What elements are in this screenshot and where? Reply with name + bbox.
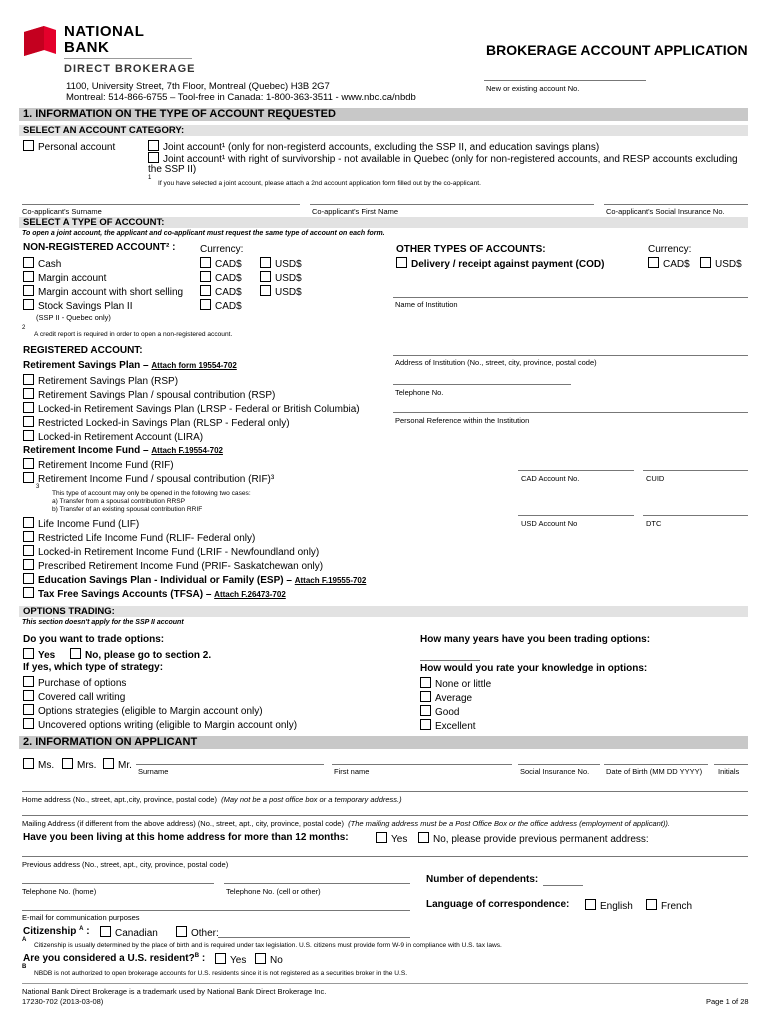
inst-ref-field[interactable] [393, 412, 748, 413]
surname-label: Surname [138, 767, 169, 776]
coapp-first-field[interactable] [310, 204, 594, 205]
living-yes-checkbox[interactable] [376, 832, 387, 843]
average-checkbox[interactable] [420, 691, 431, 702]
rlif-checkbox[interactable] [23, 531, 34, 542]
lrif-option[interactable]: Locked-in Retirement Income Fund (LRIF - Newfoundland only) [23, 545, 319, 558]
living-no-checkbox[interactable] [418, 832, 429, 843]
esp-option[interactable]: Education Savings Plan - Individual or Family (ESP) – Attach F.19555-702 [23, 573, 366, 586]
cad-acct-label: CAD Account No. [521, 474, 580, 483]
fn3-c: b) Transfer of an existing spousal contribution RRIF [52, 506, 203, 513]
ssp-note: (SSP II - Quebec only) [36, 313, 111, 322]
initials-field[interactable] [714, 764, 748, 765]
category-head: SELECT AN ACCOUNT CATEGORY: [19, 125, 748, 136]
footer-page: Page 1 of 28 [706, 997, 749, 1006]
fn3-b: a) Transfer from a spousal contribution RRSP [52, 498, 186, 505]
living-question: Have you been living at this home address for more than 12 months: [23, 832, 349, 843]
address-line1: 1100, University Street, 7th Floor, Montreal (Quebec) H3B 2G7 [66, 81, 330, 92]
tel-cell-field[interactable] [224, 883, 410, 884]
ssp-cad-checkbox[interactable] [200, 299, 211, 310]
tel-cell-label: Telephone No. (cell or other) [226, 887, 321, 896]
initials-label: Initials [718, 767, 740, 776]
margin-short-option[interactable]: Margin account with short selling [23, 285, 183, 298]
home-address-field[interactable] [22, 791, 748, 792]
brand-divider [64, 58, 192, 59]
coapp-first-label: Co-applicant's First Name [312, 207, 399, 216]
other-currency-label: Currency: [648, 244, 692, 255]
ssp-option[interactable]: Stock Savings Plan II [23, 299, 133, 312]
mrs-checkbox[interactable] [62, 758, 73, 769]
fn2: A credit report is required in order to open a non-registered account. [34, 331, 233, 338]
margin-short-cad[interactable]: CAD$ [200, 285, 242, 298]
fnB: NBDB is not authorized to open brokerage accounts for U.S. residents since it is not registered as a securities broker in the U.S. [34, 970, 408, 977]
esp-attach-link[interactable]: Attach F.19555-702 [294, 576, 367, 585]
margin-short-usd[interactable]: USD$ [260, 285, 302, 298]
cod-usd[interactable]: USD$ [700, 257, 742, 270]
inst-addr-label: Address of Institution (No., street, city, province, postal code) [395, 358, 597, 367]
dependents-label: Number of dependents: [426, 874, 539, 885]
rsp-head-line: Retirement Savings Plan – Attach form 19554-702 [23, 360, 237, 371]
tel-home-label: Telephone No. (home) [22, 887, 97, 896]
margin-short-cad-checkbox[interactable] [200, 285, 211, 296]
language-label: Language of correspondence: [426, 899, 570, 910]
rif-head: Retirement Income Fund [23, 445, 141, 456]
average-option[interactable]: Average [420, 691, 472, 704]
fnA-mark: A [22, 937, 27, 943]
cuid-label: CUID [646, 474, 665, 483]
rlsp-option[interactable]: Restricted Locked-in Savings Plan (RLSP - Federal only) [23, 416, 290, 429]
living-no-option[interactable]: No, please provide previous permanent address: [418, 832, 649, 845]
dob-field[interactable] [604, 764, 708, 765]
coapp-sin-label: Co-applicant's Social Insurance No. [606, 207, 725, 216]
options-head: OPTIONS TRADING: [19, 606, 748, 617]
footer-trademark: National Bank Direct Brokerage is a trademark used by National Bank Direct Brokerage Inc. [22, 987, 327, 996]
cash-usd-checkbox[interactable] [260, 257, 271, 268]
rif-option[interactable]: Retirement Income Fund (RIF) [23, 458, 174, 471]
rsp-option[interactable]: Retirement Savings Plan (RSP) [23, 374, 178, 387]
surname-field[interactable] [136, 764, 324, 765]
margin-cad-checkbox[interactable] [200, 271, 211, 282]
margin-usd[interactable]: USD$ [260, 271, 302, 284]
account-no-field[interactable] [484, 80, 646, 81]
joint-survivorship-checkbox[interactable] [148, 152, 159, 163]
us-yes-option[interactable]: Yes [215, 953, 246, 966]
previous-address-label: Previous address (No., street, apt., city, province, postal code) [22, 860, 229, 869]
dtc-label: DTC [646, 519, 662, 528]
cod-cad-checkbox[interactable] [648, 257, 659, 268]
rif-spousal-checkbox[interactable] [23, 472, 34, 483]
rlsp-checkbox[interactable] [23, 416, 34, 427]
address-line2: Montreal: 514-866-6755 – Tool-free in Canada: 1-800-363-3511 - www.nbc.ca/nbdb [66, 92, 416, 103]
cad-acct-field[interactable] [518, 470, 634, 471]
living-yes-option[interactable]: Yes [376, 832, 407, 845]
strategies-checkbox[interactable] [23, 704, 34, 715]
good-option[interactable]: Good [420, 705, 459, 718]
personal-checkbox[interactable] [23, 140, 34, 151]
fn1: If you have selected a joint account, please attach a 2nd account application form filled out by the co-applicant. [158, 180, 481, 187]
inst-ref-label: Personal Reference within the Institution [395, 416, 530, 425]
lif-option[interactable]: Life Income Fund (LIF) [23, 517, 139, 530]
mailing-address-field[interactable] [22, 815, 748, 816]
cash-usd[interactable]: USD$ [260, 257, 302, 270]
uncovered-option[interactable]: Uncovered options writing (eligible to Margin account only) [23, 718, 297, 731]
cuid-field[interactable] [643, 470, 748, 471]
sin-field[interactable] [518, 764, 600, 765]
inst-addr-field[interactable] [393, 355, 748, 356]
fnA: Citizenship is usually determined by the place of birth and is required under tax legislation. U.S. citizens must provide form W-9 in compliance with U.S. tax laws. [34, 942, 502, 949]
fn3-a: This type of account may only be opened in the following two cases: [52, 490, 251, 497]
good-checkbox[interactable] [420, 705, 431, 716]
cash-checkbox[interactable] [23, 257, 34, 268]
purchase-option[interactable]: Purchase of options [23, 676, 126, 689]
us-no-checkbox[interactable] [255, 953, 266, 964]
email-field[interactable] [22, 910, 410, 911]
trade-yes-checkbox[interactable] [23, 648, 34, 659]
lif-checkbox[interactable] [23, 517, 34, 528]
inst-name-label: Name of Institution [395, 300, 458, 309]
trade-no-checkbox[interactable] [70, 648, 81, 659]
type-note: To open a joint account, the applicant and co-applicant must request the same type of account on each form. [22, 230, 385, 237]
coapp-surname-field[interactable] [22, 204, 300, 205]
strategy-question: If yes, which type of strategy: [23, 662, 164, 673]
trade-no-option[interactable]: No, please go to section 2. [70, 648, 211, 661]
rif-head-line: Retirement Income Fund – Attach F.19554-702 [23, 445, 223, 456]
cash-cad[interactable]: CAD$ [200, 257, 242, 270]
type-head: SELECT A TYPE OF ACCOUNT: [19, 217, 748, 228]
rate-question: How would you rate your knowledge in options: [420, 663, 648, 674]
other-citizenship-field[interactable] [218, 937, 410, 938]
fn2-mark: 2 [22, 325, 26, 331]
canadian-option[interactable]: Canadian [100, 926, 158, 939]
rsp-spousal-checkbox[interactable] [23, 388, 34, 399]
footer-divider [22, 983, 748, 984]
bank-logo-flag-icon [22, 24, 58, 58]
dependents-field[interactable] [543, 885, 583, 886]
ssp-checkbox[interactable] [23, 299, 34, 310]
margin-usd-checkbox[interactable] [260, 271, 271, 282]
english-option[interactable]: English [585, 899, 633, 912]
excellent-option[interactable]: Excellent [420, 719, 476, 732]
brand-line2: BANK [64, 39, 110, 56]
mrs-option[interactable]: Mrs. [62, 758, 96, 771]
us-resident-question: Are you considered a U.S. resident?$^B$ : [23, 953, 206, 964]
other-citizenship-option[interactable]: Other: [176, 926, 219, 939]
brand-sub: DIRECT BROKERAGE [64, 63, 196, 75]
sin-label: Social Insurance No. [520, 767, 590, 776]
canadian-checkbox[interactable] [100, 926, 111, 937]
joint-survivorship-cont: the SSP II) [148, 164, 197, 175]
usd-acct-label: USD Account No [521, 519, 578, 528]
mr-option[interactable]: Mr. [103, 758, 132, 771]
joint-account-option[interactable]: Joint account¹ (only for non-registerd accounts, excluding the SSP II, and education savings plans) [148, 140, 599, 153]
trade-question: Do you want to trade options: [23, 634, 165, 645]
citizenship-label: Citizenship $^A$ : [23, 926, 90, 937]
dob-label: Date of Birth (MM DD YYYY) [606, 767, 703, 776]
years-field[interactable] [420, 660, 480, 661]
esp-checkbox[interactable] [23, 573, 34, 584]
account-no-label: New or existing account No. [486, 84, 580, 93]
none-checkbox[interactable] [420, 677, 431, 688]
brand-line1: NATIONAL [64, 23, 145, 40]
reg-head: REGISTERED ACCOUNT: [23, 345, 143, 356]
other-head: OTHER TYPES OF ACCOUNTS: [396, 244, 546, 255]
inst-tel-field[interactable] [393, 384, 571, 385]
cod-option[interactable]: Delivery / receipt against payment (COD) [396, 257, 604, 270]
cod-usd-checkbox[interactable] [700, 257, 711, 268]
fnB-mark: B [22, 964, 27, 970]
coapp-surname-label: Co-applicant's Surname [22, 207, 102, 216]
rsp-checkbox[interactable] [23, 374, 34, 385]
margin-cad[interactable]: CAD$ [200, 271, 242, 284]
rsp-head: Retirement Savings Plan [23, 360, 141, 371]
inst-tel-label: Telephone No. [395, 388, 444, 397]
inst-name-field[interactable] [393, 297, 748, 298]
rsp-attach-link[interactable]: Attach form 19554-702 [151, 361, 237, 370]
rif-spousal-option[interactable]: Retirement Income Fund / spousal contribution (RIF)³ [23, 472, 274, 485]
ms-checkbox[interactable] [23, 758, 34, 769]
home-address-label: Home address (No., street, apt.,city, province, postal code) (May not be a post office box or a temporary address.) [22, 795, 402, 804]
ms-option[interactable]: Ms. [23, 758, 54, 771]
nonreg-head: NON-REGISTERED ACCOUNT² : [23, 242, 176, 253]
first-name-field[interactable] [332, 764, 512, 765]
us-yes-checkbox[interactable] [215, 953, 226, 964]
us-no-option[interactable]: No [255, 953, 283, 966]
email-label: E-mail for communication purposes [22, 913, 140, 922]
rsp-spousal-option[interactable]: Retirement Savings Plan / spousal contribution (RSP) [23, 388, 275, 401]
tfsa-option[interactable]: Tax Free Savings Accounts (TFSA) – Attach F.26473-702 [23, 587, 286, 600]
margin-checkbox[interactable] [23, 271, 34, 282]
french-option[interactable]: French [646, 899, 692, 912]
margin-short-usd-checkbox[interactable] [260, 285, 271, 296]
mailing-address-label: Mailing Address (if different from the above address) (No., street, apt., city, province, postal code) (The mailing address must be a Post Office Box or the office address (employment of applicant)). [22, 819, 670, 828]
tfsa-attach-link[interactable]: Attach F.26473-702 [214, 590, 286, 599]
dtc-field[interactable] [643, 515, 748, 516]
nonreg-currency-label: Currency: [200, 244, 244, 255]
none-option[interactable]: None or little [420, 677, 491, 690]
lrsp-checkbox[interactable] [23, 402, 34, 413]
joint-survivorship-option[interactable]: Joint account¹ with right of survivorship - not available in Quebec (only for non-registered accounts, and RESP accounts excluding [148, 152, 738, 165]
usd-acct-field[interactable] [518, 515, 634, 516]
options-note: This section doesn't apply for the SSP II account [22, 619, 184, 626]
cod-cad[interactable]: CAD$ [648, 257, 690, 270]
lira-option[interactable]: Locked-in Retirement Account (LIRA) [23, 430, 203, 443]
prif-checkbox[interactable] [23, 559, 34, 570]
margin-short-checkbox[interactable] [23, 285, 34, 296]
mr-checkbox[interactable] [103, 758, 114, 769]
personal-account-option[interactable]: Personal account [23, 140, 115, 153]
purchase-checkbox[interactable] [23, 676, 34, 687]
uncovered-checkbox[interactable] [23, 718, 34, 729]
years-question: How many years have you been trading options: [420, 634, 651, 645]
ssp-cad[interactable]: CAD$ [200, 299, 242, 312]
tel-home-field[interactable] [22, 883, 214, 884]
tfsa-checkbox[interactable] [23, 587, 34, 598]
form-title: BROKERAGE ACCOUNT APPLICATION [486, 42, 748, 58]
joint-checkbox[interactable] [148, 140, 159, 151]
lira-checkbox[interactable] [23, 430, 34, 441]
bank-logo [22, 24, 58, 58]
coapp-sin-field[interactable] [604, 204, 748, 205]
rif-attach-link[interactable]: Attach F.19554-702 [151, 446, 223, 455]
strategies-option[interactable]: Options strategies (eligible to Margin account only) [23, 704, 263, 717]
cod-checkbox[interactable] [396, 257, 407, 268]
trade-yes-option[interactable]: Yes [23, 648, 55, 661]
other-citizenship-checkbox[interactable] [176, 926, 187, 937]
footer-form-no: 17230-702 (2013-03-08) [22, 997, 104, 1006]
fn3-mark: 3 [36, 484, 40, 490]
rif-checkbox[interactable] [23, 458, 34, 469]
margin-option[interactable]: Margin account [23, 271, 106, 284]
covered-checkbox[interactable] [23, 690, 34, 701]
section1-title: 1. INFORMATION ON THE TYPE OF ACCOUNT REQUESTED [19, 108, 748, 121]
previous-address-field[interactable] [22, 856, 748, 857]
french-checkbox[interactable] [646, 899, 657, 910]
lrsp-option[interactable]: Locked-in Retirement Savings Plan (LRSP - Federal or British Columbia) [23, 402, 360, 415]
prif-option[interactable]: Prescribed Retirement Income Fund (PRIF- Saskatchewan only) [23, 559, 323, 572]
first-name-label: First name [334, 767, 370, 776]
excellent-checkbox[interactable] [420, 719, 431, 730]
rlif-option[interactable]: Restricted Life Income Fund (RLIF- Federal only) [23, 531, 255, 544]
cash-option[interactable]: Cash [23, 257, 61, 270]
section2-title: 2. INFORMATION ON APPLICANT [19, 736, 748, 749]
covered-option[interactable]: Covered call writing [23, 690, 125, 703]
fn1-mark: 1 [148, 175, 152, 181]
lrif-checkbox[interactable] [23, 545, 34, 556]
english-checkbox[interactable] [585, 899, 596, 910]
cash-cad-checkbox[interactable] [200, 257, 211, 268]
